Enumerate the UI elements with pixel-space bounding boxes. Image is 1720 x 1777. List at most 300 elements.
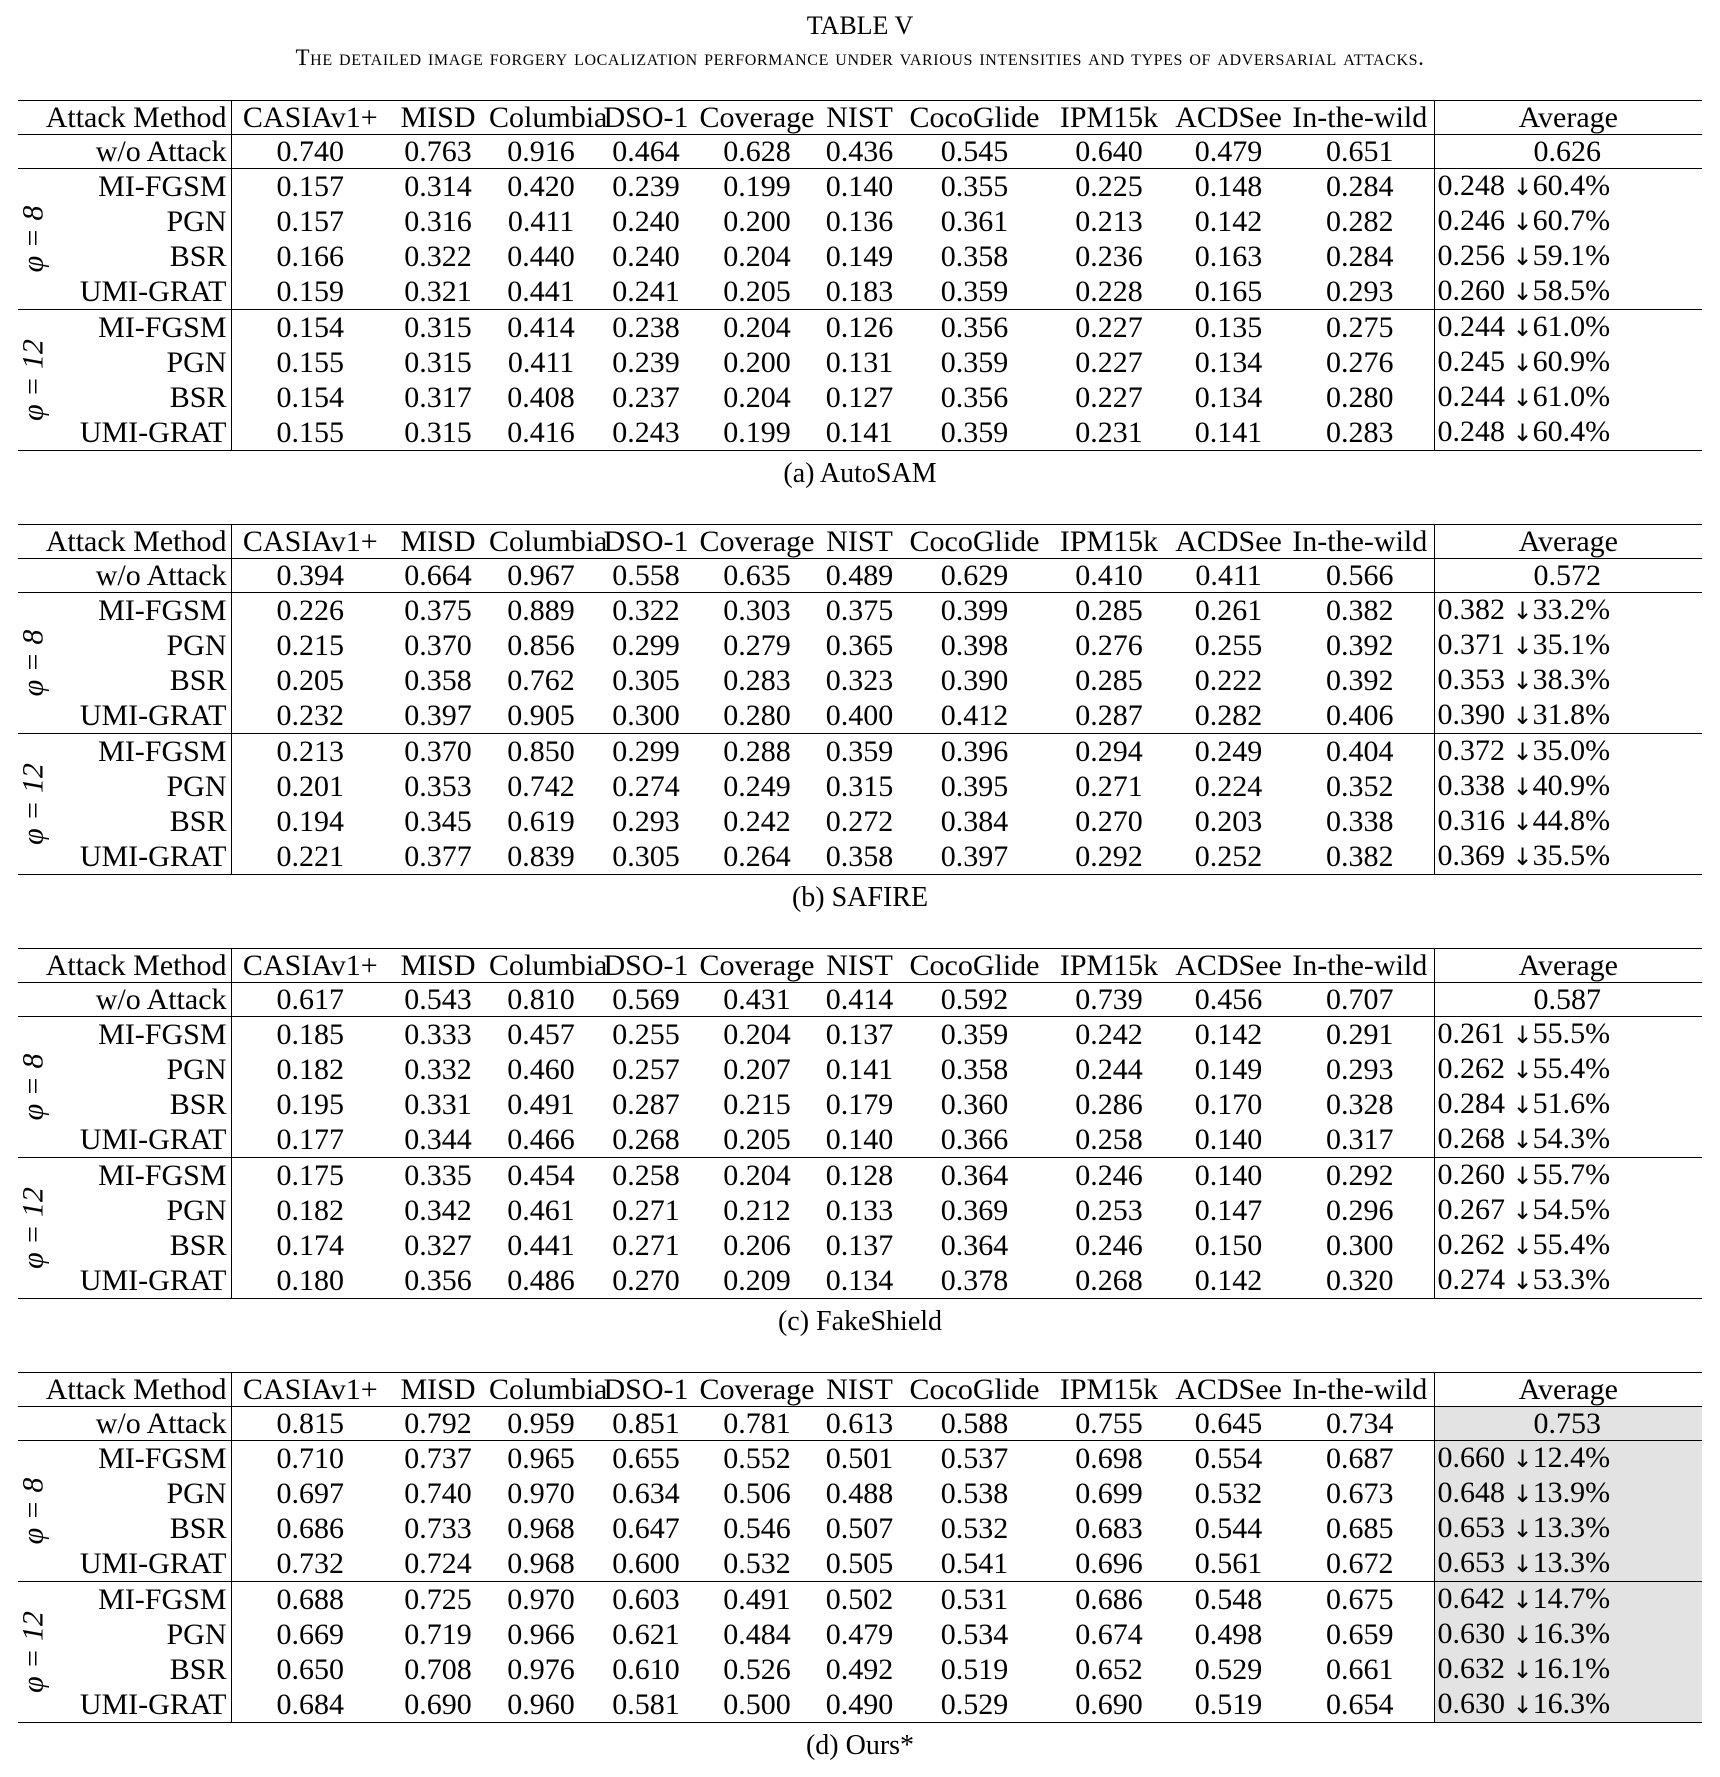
value-cell: 0.734 [1286, 1407, 1434, 1441]
value-cell: 0.672 [1286, 1546, 1434, 1582]
average-cell [1434, 204, 1702, 239]
value-cell: 0.134 [1194, 381, 1263, 414]
drop-percent: 35.1% [1532, 628, 1611, 661]
value-cell: 0.382 [1286, 839, 1434, 875]
down-arrow-icon: ↓ [1512, 1056, 1533, 1084]
value-cell: 0.221 [231, 839, 389, 875]
column-header: Columbia [489, 1373, 608, 1406]
average-cell [1434, 1122, 1702, 1158]
phi-group-cell [18, 1158, 48, 1299]
value-cell: 0.140 [1194, 1159, 1263, 1192]
average-cell [1434, 628, 1702, 663]
value-cell: 0.142 [1194, 1018, 1263, 1051]
average-cell [1434, 1228, 1702, 1263]
value-cell: 0.655 [612, 1442, 680, 1475]
value-cell: 0.454 [507, 1159, 575, 1192]
value-cell: 0.142 [1171, 1263, 1286, 1299]
value-cell: 0.851 [595, 1407, 697, 1441]
column-header: NIST [817, 949, 902, 983]
column-header: Average [1434, 949, 1702, 983]
value-cell: 0.456 [1171, 983, 1286, 1017]
value-cell: 0.141 [825, 1053, 894, 1086]
value-cell: 0.271 [612, 1229, 680, 1262]
value-cell: 0.284 [1326, 170, 1394, 203]
value-cell: 0.215 [723, 1088, 791, 1121]
average-cell [1434, 1476, 1702, 1511]
value-cell: 0.416 [487, 415, 595, 451]
value-cell: 0.404 [1326, 735, 1394, 768]
value-cell: 0.174 [276, 1229, 345, 1262]
value-cell: 0.359 [902, 274, 1047, 310]
column-header: CocoGlide [902, 525, 1047, 559]
average-value: 0.262 [1437, 1052, 1506, 1085]
average-cell [1434, 1017, 1702, 1053]
value-cell: 0.199 [697, 415, 817, 451]
value-cell: 0.600 [595, 1546, 697, 1582]
value-cell: 0.506 [723, 1477, 791, 1510]
value-cell: 0.500 [697, 1687, 817, 1723]
value-cell: 0.710 [276, 1442, 345, 1475]
average-cell [1434, 1158, 1702, 1194]
average-cell [1434, 804, 1702, 839]
value-cell: 0.212 [723, 1194, 791, 1227]
value-cell: 0.264 [697, 839, 817, 875]
value-cell: 0.272 [825, 805, 894, 838]
value-cell: 0.546 [723, 1512, 791, 1545]
value-cell: 0.300 [595, 698, 697, 734]
average-value: 0.274 [1437, 1263, 1506, 1296]
value-cell: 0.364 [940, 1229, 1009, 1262]
attack-row [18, 380, 1702, 415]
value-cell: 0.464 [595, 135, 697, 169]
value-cell: 0.224 [1194, 770, 1263, 803]
value-cell: 0.505 [817, 1546, 902, 1582]
value-cell: 0.519 [940, 1653, 1009, 1686]
value-cell: 0.635 [697, 559, 817, 593]
down-arrow-icon: ↓ [1512, 1515, 1533, 1543]
value-cell: 0.645 [1171, 1407, 1286, 1441]
phi-group-cell [18, 1017, 48, 1158]
value-cell: 0.548 [1194, 1583, 1263, 1616]
average-value: 0.244 [1437, 380, 1506, 413]
drop-percent: 55.7% [1532, 1158, 1611, 1191]
value-cell: 0.322 [612, 594, 680, 627]
value-cell: 0.283 [723, 664, 791, 697]
value-cell: 0.436 [817, 135, 902, 169]
value-cell: 0.179 [825, 1088, 894, 1121]
average-value: 0.353 [1437, 663, 1506, 696]
baseline-row [18, 559, 1702, 593]
attack-row [18, 1441, 1702, 1477]
column-header: Coverage [697, 525, 817, 559]
value-cell: 0.411 [1171, 559, 1286, 593]
drop-percent: 38.3% [1532, 663, 1611, 696]
value-cell: 0.205 [697, 1122, 817, 1158]
value-cell: 0.408 [507, 381, 575, 414]
method-cell: UMI-GRAT [48, 1122, 231, 1158]
method-cell: MI-FGSM [48, 169, 231, 205]
value-cell: 0.654 [1286, 1687, 1434, 1723]
method-cell: MI-FGSM [48, 1017, 231, 1053]
value-cell: 0.285 [1075, 594, 1143, 627]
column-header: Average [1434, 525, 1702, 559]
drop-percent: 55.4% [1532, 1228, 1611, 1261]
value-cell: 0.396 [940, 735, 1009, 768]
value-cell: 0.345 [404, 805, 472, 838]
value-cell: 0.141 [817, 415, 902, 451]
value-cell: 0.204 [723, 1159, 791, 1192]
value-cell: 0.170 [1194, 1088, 1263, 1121]
value-cell: 0.661 [1326, 1653, 1394, 1686]
average-cell [1434, 593, 1702, 629]
value-cell: 0.243 [595, 415, 697, 451]
value-cell: 0.370 [404, 629, 472, 662]
average-value: 0.653 [1437, 1511, 1506, 1544]
average-value: 0.268 [1437, 1122, 1506, 1155]
method-cell: PGN [48, 1052, 231, 1087]
column-header: CASIAv1+ [231, 525, 389, 559]
value-cell: 0.763 [389, 135, 487, 169]
value-cell: 0.331 [404, 1088, 472, 1121]
down-arrow-icon: ↓ [1512, 384, 1533, 412]
value-cell: 0.182 [276, 1053, 345, 1086]
value-cell: 0.316 [404, 205, 472, 238]
value-cell: 0.150 [1194, 1229, 1263, 1262]
phi-label: φ = 12 [16, 339, 50, 421]
column-header: Columbia [489, 101, 608, 134]
attack-row [18, 345, 1702, 380]
value-cell: 0.165 [1171, 274, 1286, 310]
value-cell: 0.491 [723, 1583, 791, 1616]
value-cell: 0.291 [1326, 1018, 1394, 1051]
method-cell: PGN [48, 769, 231, 804]
value-cell: 0.690 [389, 1687, 487, 1723]
value-cell: 0.650 [276, 1653, 345, 1686]
column-header: Coverage [697, 101, 817, 135]
value-cell: 0.322 [404, 240, 472, 273]
method-cell: PGN [48, 1617, 231, 1652]
value-cell: 0.358 [817, 839, 902, 875]
value-cell: 0.292 [1326, 1159, 1394, 1192]
method-cell: w/o Attack [18, 1407, 231, 1441]
attack-row [18, 1476, 1702, 1511]
value-cell: 0.675 [1326, 1583, 1394, 1616]
value-cell: 0.206 [723, 1229, 791, 1262]
value-cell: 0.889 [507, 594, 575, 627]
value-cell: 0.486 [487, 1263, 595, 1299]
column-header: In-the-wild [1286, 1373, 1434, 1407]
drop-percent: 55.5% [1532, 1017, 1611, 1050]
drop-percent: 54.3% [1532, 1122, 1611, 1155]
value-cell: 0.685 [1326, 1512, 1394, 1545]
value-cell: 0.411 [507, 346, 575, 379]
value-cell: 0.137 [825, 1229, 894, 1262]
value-cell: 0.293 [612, 805, 680, 838]
value-cell: 0.366 [902, 1122, 1047, 1158]
column-header: Attack Method [18, 949, 231, 983]
value-cell: 0.739 [1047, 983, 1171, 1017]
method-cell: UMI-GRAT [48, 1263, 231, 1299]
results-table [18, 1372, 1702, 1723]
average-cell [1434, 169, 1702, 205]
value-cell: 0.479 [825, 1618, 894, 1651]
method-cell: MI-FGSM [48, 1441, 231, 1477]
value-cell: 0.282 [1326, 205, 1394, 238]
value-cell: 0.603 [612, 1583, 680, 1616]
value-cell: 0.270 [595, 1263, 697, 1299]
average-value: 0.316 [1437, 804, 1506, 837]
value-cell: 0.315 [404, 311, 472, 344]
attack-row [18, 1193, 1702, 1228]
value-cell: 0.293 [1286, 274, 1434, 310]
column-header: Average [1434, 1373, 1702, 1407]
value-cell: 0.213 [276, 735, 345, 768]
phi-group-cell [18, 310, 48, 451]
phi-group-cell [18, 1582, 48, 1723]
value-cell: 0.323 [825, 664, 894, 697]
value-cell: 0.697 [276, 1477, 345, 1510]
average-value: 0.369 [1437, 839, 1506, 872]
value-cell: 0.628 [697, 135, 817, 169]
value-cell: 0.519 [1171, 1687, 1286, 1723]
baseline-row [18, 983, 1702, 1017]
value-cell: 0.488 [825, 1477, 894, 1510]
drop-percent: 14.7% [1532, 1582, 1611, 1615]
value-cell: 0.492 [825, 1653, 894, 1686]
average-cell: 0.626 [1434, 135, 1702, 169]
value-cell: 0.610 [612, 1653, 680, 1686]
down-arrow-icon: ↓ [1512, 1197, 1533, 1225]
value-cell: 0.148 [1194, 170, 1263, 203]
value-cell: 0.377 [389, 839, 487, 875]
header-row [18, 525, 1702, 559]
attack-row [18, 1617, 1702, 1652]
average-cell [1434, 274, 1702, 310]
average-cell [1434, 839, 1702, 875]
drop-percent: 60.7% [1532, 204, 1611, 237]
value-cell: 0.358 [940, 240, 1009, 273]
value-cell: 0.382 [1326, 594, 1394, 627]
column-header: DSO-1 [595, 101, 697, 135]
value-cell: 0.358 [940, 1053, 1009, 1086]
value-cell: 0.489 [817, 559, 902, 593]
value-cell: 0.271 [612, 1194, 680, 1227]
value-cell: 0.185 [276, 1018, 345, 1051]
value-cell: 0.231 [1047, 415, 1171, 451]
value-cell: 0.159 [231, 274, 389, 310]
attack-row [18, 1158, 1702, 1194]
value-cell: 0.204 [723, 240, 791, 273]
value-cell: 0.708 [404, 1653, 472, 1686]
attack-row [18, 839, 1702, 875]
value-cell: 0.246 [1075, 1229, 1143, 1262]
down-arrow-icon: ↓ [1512, 1586, 1533, 1614]
column-header: DSO-1 [595, 1373, 697, 1407]
value-cell: 0.287 [612, 1088, 680, 1121]
drop-percent: 55.4% [1532, 1052, 1611, 1085]
value-cell: 0.276 [1326, 346, 1394, 379]
value-cell: 0.320 [1286, 1263, 1434, 1299]
method-cell: UMI-GRAT [48, 274, 231, 310]
average-cell [1434, 734, 1702, 770]
value-cell: 0.441 [507, 1229, 575, 1262]
phi-group-cell [18, 734, 48, 875]
value-cell: 0.157 [276, 205, 345, 238]
column-header: In-the-wild [1286, 949, 1434, 983]
value-cell: 0.688 [276, 1583, 345, 1616]
drop-percent: 35.5% [1532, 839, 1611, 872]
attack-row [18, 734, 1702, 770]
value-cell: 0.719 [404, 1618, 472, 1651]
value-cell: 0.905 [487, 698, 595, 734]
value-cell: 0.647 [612, 1512, 680, 1545]
value-cell: 0.532 [1194, 1477, 1263, 1510]
average-value: 0.256 [1437, 239, 1506, 272]
value-cell: 0.258 [612, 1159, 680, 1192]
down-arrow-icon: ↓ [1512, 1162, 1533, 1190]
value-cell: 0.742 [507, 770, 575, 803]
average-value: 0.632 [1437, 1652, 1506, 1685]
value-cell: 0.792 [389, 1407, 487, 1441]
value-cell: 0.342 [404, 1194, 472, 1227]
average-value: 0.642 [1437, 1582, 1506, 1615]
value-cell: 0.507 [825, 1512, 894, 1545]
value-cell: 0.420 [507, 170, 575, 203]
down-arrow-icon: ↓ [1512, 1656, 1533, 1684]
value-cell: 0.970 [507, 1477, 575, 1510]
value-cell: 0.356 [389, 1263, 487, 1299]
value-cell: 0.335 [404, 1159, 472, 1192]
drop-percent: 44.8% [1532, 804, 1611, 837]
drop-percent: 61.0% [1532, 380, 1611, 413]
value-cell: 0.543 [389, 983, 487, 1017]
phi-group-cell [18, 1441, 48, 1582]
drop-percent: 35.0% [1532, 734, 1611, 767]
drop-percent: 51.6% [1532, 1087, 1611, 1120]
value-cell: 0.239 [612, 170, 680, 203]
attack-row [18, 1652, 1702, 1687]
value-cell: 0.157 [276, 170, 345, 203]
column-header: CASIAv1+ [231, 1373, 389, 1407]
attack-row [18, 804, 1702, 839]
value-cell: 0.293 [1326, 1053, 1394, 1086]
average-value: 0.660 [1437, 1441, 1506, 1474]
value-cell: 0.200 [723, 346, 791, 379]
value-cell: 0.240 [612, 205, 680, 238]
down-arrow-icon: ↓ [1512, 702, 1533, 730]
value-cell: 0.238 [612, 311, 680, 344]
phi-label: φ = 8 [16, 629, 50, 697]
value-cell: 0.501 [825, 1442, 894, 1475]
value-cell: 0.271 [1075, 770, 1143, 803]
average-value: 0.284 [1437, 1087, 1506, 1120]
value-cell: 0.686 [1075, 1583, 1143, 1616]
value-cell: 0.258 [1047, 1122, 1171, 1158]
attack-row [18, 415, 1702, 451]
column-header: CASIAv1+ [231, 101, 389, 135]
value-cell: 0.242 [723, 805, 791, 838]
value-cell: 0.166 [276, 240, 345, 273]
column-header: Columbia [489, 949, 608, 982]
value-cell: 0.490 [817, 1687, 902, 1723]
value-cell: 0.207 [723, 1053, 791, 1086]
value-cell: 0.240 [612, 240, 680, 273]
drop-percent: 13.3% [1532, 1546, 1611, 1579]
method-cell: MI-FGSM [48, 1158, 231, 1194]
method-cell: w/o Attack [18, 135, 231, 169]
table-title: TABLE V [806, 11, 914, 40]
value-cell: 0.569 [595, 983, 697, 1017]
value-cell: 0.762 [507, 664, 575, 697]
value-cell: 0.724 [389, 1546, 487, 1582]
value-cell: 0.315 [404, 346, 472, 379]
value-cell: 0.128 [825, 1159, 894, 1192]
value-cell: 0.205 [276, 664, 345, 697]
value-cell: 0.203 [1194, 805, 1263, 838]
value-cell: 0.411 [507, 205, 575, 238]
method-cell: BSR [48, 1652, 231, 1687]
baseline-row [18, 135, 1702, 169]
method-cell: UMI-GRAT [48, 839, 231, 875]
value-cell: 0.613 [817, 1407, 902, 1441]
drop-percent: 53.3% [1532, 1263, 1611, 1296]
average-value: 0.630 [1437, 1617, 1506, 1650]
value-cell: 0.669 [276, 1618, 345, 1651]
value-cell: 0.968 [487, 1546, 595, 1582]
average-cell [1434, 769, 1702, 804]
value-cell: 0.275 [1326, 311, 1394, 344]
drop-percent: 16.1% [1532, 1652, 1611, 1685]
value-cell: 0.617 [231, 983, 389, 1017]
value-cell: 0.147 [1194, 1194, 1263, 1227]
value-cell: 0.338 [1326, 805, 1394, 838]
subtable-caption-fakeshield: (c) FakeShield [777, 1306, 943, 1337]
value-cell: 0.356 [940, 381, 1009, 414]
down-arrow-icon: ↓ [1512, 808, 1533, 836]
column-header: DSO-1 [595, 949, 697, 983]
attack-row [18, 1546, 1702, 1582]
average-value: 0.372 [1437, 734, 1506, 767]
down-arrow-icon: ↓ [1512, 738, 1533, 766]
average-value: 0.262 [1437, 1228, 1506, 1261]
value-cell: 0.732 [231, 1546, 389, 1582]
value-cell: 0.538 [940, 1477, 1009, 1510]
average-cell [1434, 1052, 1702, 1087]
column-header: Attack Method [18, 525, 231, 559]
column-header: MISD [389, 101, 487, 135]
attack-row [18, 769, 1702, 804]
average-value: 0.244 [1437, 310, 1506, 343]
value-cell: 0.134 [817, 1263, 902, 1299]
attack-row [18, 239, 1702, 274]
drop-percent: 12.4% [1532, 1441, 1611, 1474]
value-cell: 0.359 [940, 346, 1009, 379]
down-arrow-icon: ↓ [1512, 597, 1533, 625]
value-cell: 0.154 [276, 381, 345, 414]
value-cell: 0.621 [612, 1618, 680, 1651]
column-header: Attack Method [18, 101, 231, 135]
average-value: 0.246 [1437, 204, 1506, 237]
phi-group-cell [18, 169, 48, 310]
method-cell: UMI-GRAT [48, 1687, 231, 1723]
value-cell: 0.410 [1047, 559, 1171, 593]
value-cell: 0.707 [1286, 983, 1434, 1017]
value-cell: 0.257 [612, 1053, 680, 1086]
value-cell: 0.282 [1171, 698, 1286, 734]
value-cell: 0.479 [1171, 135, 1286, 169]
value-cell: 0.213 [1075, 205, 1143, 238]
value-cell: 0.629 [902, 559, 1047, 593]
